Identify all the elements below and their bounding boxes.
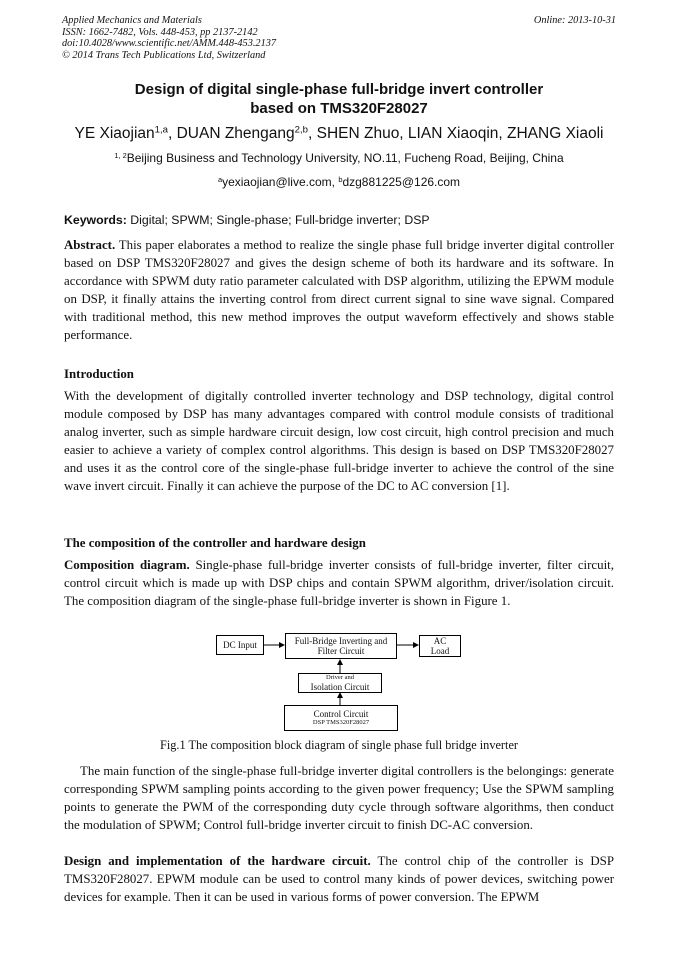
composition-heading: The composition of the controller and hardware design xyxy=(64,536,366,550)
emails xyxy=(62,175,616,190)
ac-load-box xyxy=(419,635,461,657)
control-line-1: Control Circuit xyxy=(313,709,369,719)
paper-title xyxy=(62,80,616,118)
author-2: , DUAN Zhengang xyxy=(168,125,295,142)
ac-load-line-2: Load xyxy=(430,646,450,656)
keywords-text: Digital; SPWM; Single-phase; Full-bridge inverter; DSP xyxy=(126,213,430,227)
composition-text: Single-phase full-bridge inverter consists of full-bridge inverter, filter circuit, control circuit which is made up with DSP chips and contain SPWM algorithm, driver/isolation circuit. The composition diagram of the single-phase full-bridge inverter is shown in Figure 1. xyxy=(64,558,614,608)
control-line-2: DSP TMS320F28027 xyxy=(312,719,370,726)
journal-name: Applied Mechanics and Materials xyxy=(62,15,202,26)
dc-input-label: DC Input xyxy=(223,640,257,650)
driver-line-1: Driver and xyxy=(326,674,354,681)
email-b[interactable]: dzg881225@126.com xyxy=(342,175,461,189)
email-a[interactable]: yexiaojian@live.com, xyxy=(222,175,339,189)
hardware-label: Design and implementation of the hardware circuit. xyxy=(64,854,371,868)
affiliation-sup: 1, 2 xyxy=(114,150,127,160)
email-a-sup: a xyxy=(217,174,223,184)
author-1: YE Xiaojian xyxy=(74,125,155,142)
abstract xyxy=(64,236,614,344)
issn: ISSN: 1662-7482, Vols. 448-453, pp 2137-2142 xyxy=(62,26,258,38)
affiliation-text: Beijing Business and Technology University, NO.11, Fucheng Road, Beijing, China xyxy=(126,151,564,165)
control-circuit-box xyxy=(284,705,398,731)
dc-input-box xyxy=(216,635,264,655)
hardware-paragraph xyxy=(64,852,614,906)
composition-label: Composition diagram. xyxy=(64,558,190,572)
main-function-text: The main function of the single-phase full-bridge inverter digital controllers is the belongings: generate corresponding SPWM sampling points according to the given power frequency; Use the SPWM sampling points to generate the PWM of the corresponding duty cycle through software algorithms, then conduct the modulation of SPWM; Control full-bridge inverter circuit to finish DC-AC conversion. xyxy=(64,764,614,832)
figure-1-caption: Fig.1 The composition block diagram of single phase full bridge inverter xyxy=(159,738,518,752)
copyright: © 2014 Trans Tech Publications Ltd, Switzerland xyxy=(62,49,266,61)
keywords xyxy=(64,213,616,228)
author-list xyxy=(40,124,638,144)
driver-line-2: Isolation Circuit xyxy=(310,682,370,692)
email-b-sup: b xyxy=(338,174,343,184)
composition-paragraph xyxy=(64,556,614,610)
abstract-label: Abstract. xyxy=(64,238,116,252)
journal-header xyxy=(62,15,616,61)
title-line-2: based on TMS320F28027 xyxy=(250,100,428,117)
title-line-1: Design of digital single-phase full-bridge invert controller xyxy=(134,81,544,98)
figure-1 xyxy=(0,630,678,734)
keywords-label: Keywords: xyxy=(64,213,127,227)
ac-load-line-1: AC xyxy=(433,636,447,646)
author-rest: , SHEN Zhuo, LIAN Xiaoqin, ZHANG Xiaoli xyxy=(308,125,604,142)
intro-heading: Introduction xyxy=(64,367,134,381)
doi: doi:10.4028/www.scientific.net/AMM.448-453.2137 xyxy=(62,38,277,49)
affiliation xyxy=(62,151,616,166)
full-bridge-box xyxy=(285,633,397,659)
hardware-text: The control chip of the controller is DSP TMS320F28027. EPWM module can be used to control many kinds of power devices, switching power devices for example. Then it can be used in various forms of power conversion. The EPWM xyxy=(64,854,614,904)
author-1-sup: 1,a xyxy=(154,124,168,136)
author-2-sup: 2,b xyxy=(294,124,308,136)
online-date: Online: 2013-10-31 xyxy=(533,15,616,26)
intro-text: With the development of digitally controlled inverter technology and DSP technology, digital control module composed by DSP has many advantages compared with control module consists of traditional analog inverter, such as simple hardware circuit design, low cost circuit, high control precision and much easier to achieve a variety of complex control algorithms. This design is based on DSP TMS320F28027 and uses it as the control core of the single-phase full-bridge inverter to achieve the control of the sine wave invert circuit. Finally it can achieve the purpose of the DC to AC conversion [1]. xyxy=(64,389,614,493)
full-bridge-line-1: Full-Bridge Inverting and xyxy=(294,636,388,646)
abstract-text: This paper elaborates a method to realize the single phase full bridge inverter digital controller based on DSP TMS320F28027 and gives the design scheme of both its hardware and its software. In accordance with SPWM duty ratio parameter calculated with DSP algorithm, utilizing the EPWM module on DSP, it finally attains the inverting control from direct current signal to sine wave signal. Compared with traditional method, this new method improves the output waveform effectively and shows stable performance. xyxy=(64,238,614,342)
full-bridge-line-2: Filter Circuit xyxy=(317,646,365,656)
driver-isolation-box xyxy=(298,673,382,693)
